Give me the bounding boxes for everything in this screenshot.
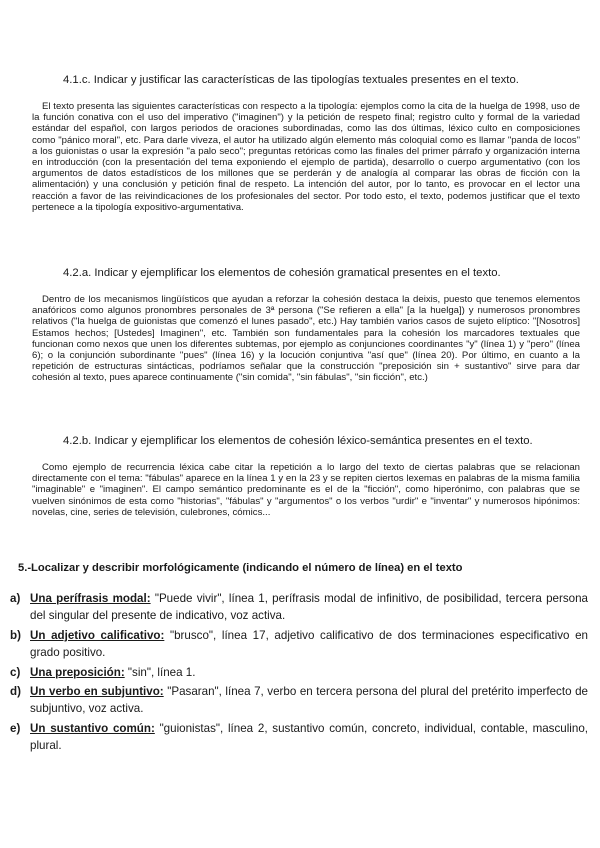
item-term: Un adjetivo calificativo: xyxy=(30,628,165,642)
item-text: "guionistas", línea 2, sustantivo común, concreto, individual, contable, masculino, plural. xyxy=(30,721,588,753)
list-item xyxy=(10,590,588,625)
section-4-1-c-text: El texto presenta las siguientes características con respecto a la tipología: ejemplos como la cita de la huelga de 1998, uso de la función conativa con el uso del imperativo ("imaginen") y la petición de respeto final; registro culto y formal de la variedad estándar del español, con largos periodos de oraciones subordinadas, como las dos últimas, léxico culto en composiciones como "pánico moral", etc. Para darle viveza, el autor ha utilizado algún elemento más coloquial como es llamar "panda de locos" a los guionistas o usar la expresión "a palo seco"; preguntas retóricas como las finales del primer párrafo y organización interna en introducción (con la presentación del tema exponiendo el ejemplo de partida), desarrollo o cuerpo argumentativo (con los argumentos de datos estadísticos de los millones que se perderán y de analogía al comparar las obras de ficción con la alimentación) y una conclusión y petición final de respeto. La intención del autor, por lo tanto, es provocar en el lector una reacción a favor de las reivindicaciones de los profesionales del sector. Por todo esto, el texto, podemos justificar que el texto pertenece a la tipología expositivo-argumentativa. xyxy=(32,101,580,213)
list-item xyxy=(10,720,588,755)
section-4-2-a-body xyxy=(32,294,580,384)
item-marker: d) xyxy=(10,685,21,699)
list-item xyxy=(10,664,588,681)
section-4-2-b-text: Como ejemplo de recurrencia léxica cabe citar la repetición a lo largo del texto de ciertas palabras que se relacionan directamente con el tema: "fábulas" aparece en la línea 1 y en la 23 y se repiten ciertos lexemas en palabras de la misma familia "imaginable" e "imaginen". El campo semántico predominante es el de la "ficción", como hiperónimo, con palabras que se vuelven sinónimos de esta como "historias", "fábulas" y "argumentos" o los verbos "urdir" e "inventar" y numerosos hipónimos: novelas, cine, series de televisión, culebrones, cómics... xyxy=(32,462,580,518)
section-5-title: 5.-Localizar y describir morfológicamente (indicando el número de línea) en el texto xyxy=(18,562,463,574)
item-marker: a) xyxy=(10,592,21,605)
section-4-1-c-title: 4.1.c. Indicar y justificar las características de las tipologías textuales presentes en el texto. xyxy=(63,74,519,86)
list-item xyxy=(10,627,588,662)
section-4-2-a-text: Dentro de los mecanismos lingüísticos que ayudan a reforzar la cohesión destaca la deixis, puesto que tenemos elementos anafóricos como algunos pronombres personales de 3ª persona ("Se refieren a ella" [a la huelga]) y numerosos pronombres relativos ("la huelga de guionistas que comenzó el lunes pasado", etc.) Hay también varios casos de sujeto elíptico: "[Nosotros] Estamos hechos; [Ustedes] Imaginen", etc. También son fundamentales para la cohesión los marcadores textuales que funcionan como nexos que unen los diferentes subtemas, por ejemplo as conjunciones coordinantes "y" (línea 1) y "pero" (línea 6); o la conjunción subordinante "pues" (línea 16) y la locución conjuntiva "así que" (línea 20). Por último, en cuanto a la repetición de estructuras sintácticas, podríamos señalar que la construcción "preposición sin + sustantivo" sirve para dar cohesión al texto, pues aparece continuamente ("sin comida", "sin fábulas", "sin ficción", etc.) xyxy=(32,294,580,384)
section-4-2-b-body xyxy=(32,462,580,518)
item-text: "Pasaran", línea 7, verbo en tercera persona del plural del pretérito imperfecto de subjuntivo, voz activa. xyxy=(30,685,588,716)
item-term: Un sustantivo común: xyxy=(30,721,155,735)
section-4-2-a-title: 4.2.a. Indicar y ejemplificar los elementos de cohesión gramatical presentes en el texto. xyxy=(63,267,501,279)
list-item xyxy=(10,683,588,718)
section-4-2-b-title: 4.2.b. Indicar y ejemplificar los elementos de cohesión léxico-semántica presentes en el texto. xyxy=(63,435,533,447)
item-marker: e) xyxy=(10,721,21,735)
morphology-list xyxy=(10,590,588,757)
item-term: Una perífrasis modal: xyxy=(30,592,151,605)
item-text: "Puede vivir", línea 1, perífrasis modal de infinitivo, de posibilidad, tercera persona del singular del presente de indicativo, voz activa. xyxy=(30,592,588,623)
item-marker: c) xyxy=(10,665,21,679)
section-4-1-c-body xyxy=(32,101,580,213)
item-term: Un verbo en subjuntivo: xyxy=(30,685,164,699)
item-text: "sin", línea 1. xyxy=(124,665,196,679)
item-text: "brusco", línea 17, adjetivo calificativo de dos terminaciones especificativo en grado positivo. xyxy=(30,628,588,660)
item-marker: b) xyxy=(10,628,21,642)
item-term: Una preposición: xyxy=(30,665,125,679)
